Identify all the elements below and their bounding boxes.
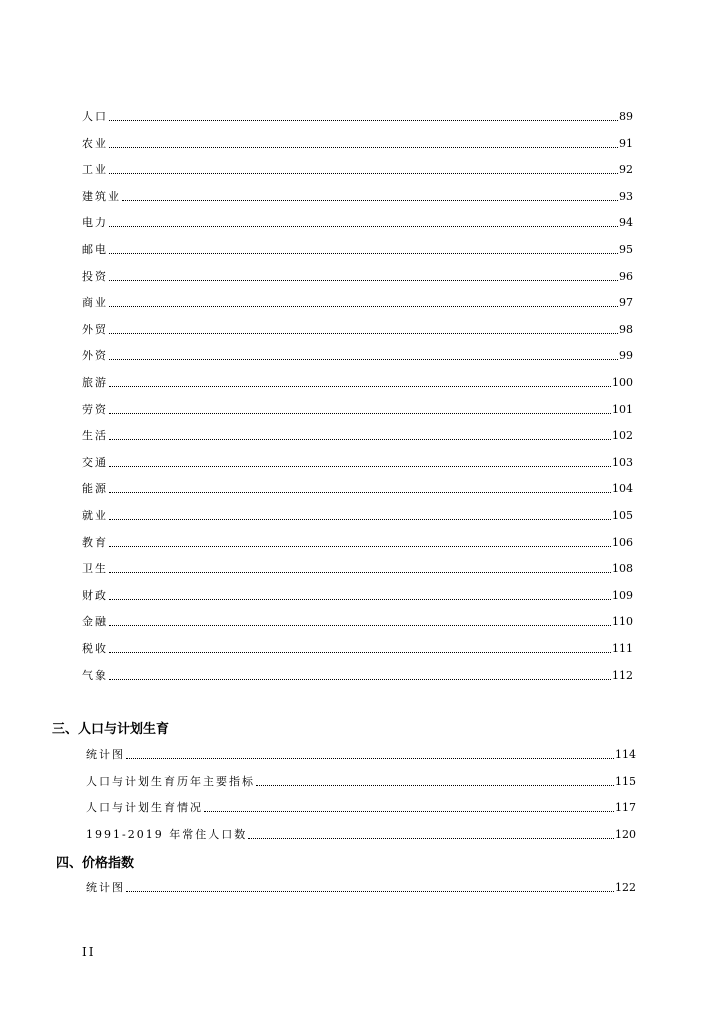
toc-entry[interactable] — [82, 136, 633, 152]
toc-entry-label: 投资 — [82, 269, 108, 283]
toc-entry-page-number: 108 — [612, 562, 633, 576]
toc-entry[interactable] — [86, 774, 636, 790]
toc-entry-label: 劳资 — [82, 402, 108, 416]
toc-entry[interactable] — [82, 348, 633, 364]
toc-entry-page-number: 117 — [615, 801, 636, 814]
toc-entry-page-number: 89 — [619, 110, 633, 123]
toc-entry[interactable] — [82, 508, 633, 524]
toc-leader-dots — [109, 679, 611, 680]
toc-entry[interactable] — [82, 588, 633, 604]
toc-entry-label: 商业 — [82, 296, 108, 310]
toc-entry-label: 交通 — [82, 455, 108, 469]
toc-entry-page-number: 114 — [615, 748, 636, 761]
toc-entry-page-number: 99 — [619, 349, 633, 363]
toc-entry-page-number: 100 — [612, 376, 633, 389]
toc-entry[interactable] — [82, 215, 633, 231]
toc-entry-label: 人口 — [82, 110, 108, 123]
toc-leader-dots — [109, 253, 618, 254]
toc-entry-page-number: 95 — [619, 243, 633, 256]
toc-entry-label: 1991-2019 年常住人口数 — [86, 827, 248, 841]
toc-entry-label: 统计图 — [86, 881, 125, 894]
section-heading-population: 三、人口与计划生育 — [52, 722, 170, 737]
toc-entry-page-number: 98 — [619, 322, 633, 336]
toc-entry-page-number: 115 — [615, 774, 636, 788]
toc-entry-label: 生活 — [82, 429, 108, 443]
toc-entry-label: 气象 — [82, 668, 108, 682]
toc-entry-label: 电力 — [82, 216, 108, 230]
toc-leader-dots — [122, 200, 618, 201]
toc-entry-page-number: 105 — [612, 509, 633, 522]
toc-entry-label: 外贸 — [82, 322, 108, 336]
toc-leader-dots — [109, 306, 618, 307]
toc-entry-page-number: 110 — [612, 615, 633, 629]
toc-entry[interactable] — [82, 641, 633, 657]
toc-entry[interactable] — [82, 481, 633, 497]
toc-leader-dots — [256, 785, 614, 786]
toc-entry[interactable] — [82, 295, 633, 311]
toc-entry-label: 教育 — [82, 535, 108, 549]
toc-leader-dots — [109, 599, 611, 600]
toc-entry-label: 工业 — [82, 163, 108, 177]
toc-leader-dots — [109, 120, 618, 121]
toc-entry-page-number: 103 — [612, 455, 633, 469]
toc-entry-page-number: 104 — [612, 482, 633, 496]
toc-leader-dots — [126, 758, 614, 759]
toc-entry-label: 农业 — [82, 136, 108, 150]
toc-entry-page-number: 101 — [612, 402, 633, 416]
page-number: II — [82, 945, 96, 959]
toc-entry-label: 能源 — [82, 482, 108, 496]
toc-leader-dots — [109, 439, 611, 440]
toc-leader-dots — [109, 386, 611, 387]
toc-entry-label: 建筑业 — [82, 189, 121, 203]
toc-entry[interactable] — [82, 242, 633, 258]
toc-leader-dots — [126, 891, 614, 892]
toc-entry-page-number: 94 — [619, 216, 633, 230]
toc-entry-page-number: 106 — [612, 535, 633, 549]
toc-entry[interactable] — [82, 455, 633, 471]
toc-leader-dots — [109, 147, 618, 148]
toc-leader-dots — [109, 280, 618, 281]
toc-entry[interactable] — [86, 800, 636, 816]
toc-leader-dots — [109, 413, 611, 414]
toc-entry-label: 人口与计划生育情况 — [86, 801, 203, 814]
toc-leader-dots — [109, 359, 618, 360]
toc-leader-dots — [109, 173, 618, 174]
toc-entry-label: 税收 — [82, 642, 108, 655]
toc-entry[interactable] — [82, 375, 633, 391]
toc-entry[interactable] — [82, 428, 633, 444]
toc-entry-page-number: 91 — [619, 136, 633, 150]
toc-leader-dots — [109, 652, 611, 653]
toc-entry-page-number: 102 — [612, 429, 633, 443]
toc-leader-dots — [248, 838, 614, 839]
section-heading-price-index: 四、价格指数 — [56, 856, 135, 871]
toc-entry[interactable] — [82, 402, 633, 418]
toc-leader-dots — [204, 811, 614, 812]
toc-leader-dots — [109, 333, 618, 334]
toc-entry-label: 人口与计划生育历年主要指标 — [86, 774, 255, 788]
toc-leader-dots — [109, 466, 611, 467]
toc-entry[interactable] — [82, 668, 633, 684]
toc-entry[interactable] — [86, 880, 636, 896]
toc-entry[interactable] — [82, 322, 633, 338]
toc-leader-dots — [109, 546, 611, 547]
toc-entry-page-number: 109 — [612, 588, 633, 602]
toc-entry[interactable] — [82, 109, 633, 125]
toc-leader-dots — [109, 519, 611, 520]
toc-entry[interactable] — [86, 827, 636, 843]
toc-leader-dots — [109, 492, 611, 493]
toc-entry[interactable] — [82, 535, 633, 551]
toc-entry[interactable] — [82, 189, 633, 205]
toc-entry-label: 财政 — [82, 588, 108, 602]
toc-entry[interactable] — [82, 162, 633, 178]
toc-entry-label: 外资 — [82, 349, 108, 363]
toc-leader-dots — [109, 572, 611, 573]
toc-leader-dots — [109, 226, 618, 227]
toc-entry-page-number: 112 — [612, 668, 633, 682]
toc-entry-page-number: 122 — [615, 881, 636, 894]
toc-entry[interactable] — [82, 269, 633, 285]
toc-entry-label: 旅游 — [82, 376, 108, 389]
toc-entry-label: 金融 — [82, 615, 108, 629]
toc-entry-page-number: 97 — [619, 296, 633, 310]
toc-entry-label: 统计图 — [86, 748, 125, 761]
toc-entry[interactable] — [86, 747, 636, 763]
toc-entry-page-number: 96 — [619, 269, 633, 283]
toc-entry-label: 卫生 — [82, 562, 108, 576]
toc-entry-page-number: 92 — [619, 163, 633, 177]
toc-entry[interactable] — [82, 561, 633, 577]
toc-entry-page-number: 111 — [612, 642, 633, 655]
toc-entry-page-number: 93 — [619, 189, 633, 203]
toc-leader-dots — [109, 625, 611, 626]
toc-entry-label: 邮电 — [82, 243, 108, 256]
toc-entry[interactable] — [82, 614, 633, 630]
toc-entry-page-number: 120 — [615, 827, 636, 841]
toc-entry-label: 就业 — [82, 509, 108, 522]
